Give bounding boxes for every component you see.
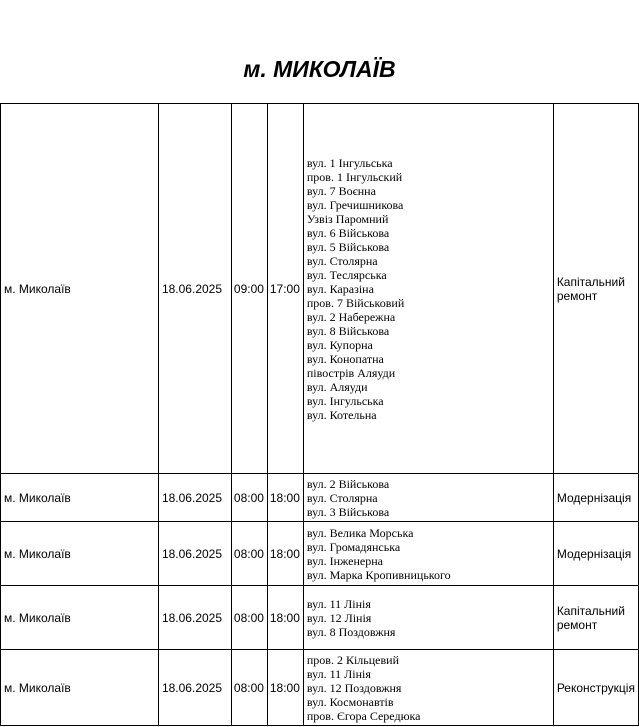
street-item: вул. Столярна	[306, 490, 378, 505]
table-row	[1, 104, 639, 474]
street-item: вул. Котельна	[306, 407, 377, 422]
start-time-cell: 08:00	[231, 586, 267, 650]
work-type-text: Реконструкція	[556, 680, 635, 695]
street-item: вул. 11 Лінія	[306, 596, 371, 611]
city-cell: м. Миколаїв	[1, 474, 159, 522]
date-cell: 18.06.2025	[158, 650, 231, 726]
work-type-text: ремонт	[556, 617, 598, 632]
city-cell: м. Миколаїв	[1, 586, 159, 650]
work-type-text: Капітальний	[556, 274, 625, 289]
street-item: вул. 6 Військова	[306, 225, 390, 240]
end-time-cell: 18:00	[267, 522, 303, 586]
city-cell: м. Миколаїв	[1, 522, 159, 586]
street-item: вул. Інгульська	[306, 393, 384, 408]
street-item: вул. Конопатна	[306, 351, 384, 366]
street-item: вул. Інженерна	[306, 553, 383, 568]
outage-schedule-table	[0, 103, 639, 726]
work-type-cell	[553, 650, 638, 726]
city-cell: м. Миколаїв	[1, 104, 159, 474]
street-item: вул. 5 Військова	[306, 239, 390, 254]
start-time-cell: 08:00	[231, 522, 267, 586]
start-time-cell: 08:00	[231, 650, 267, 726]
start-time-cell: 09:00	[231, 104, 267, 474]
street-item: вул. 3 Військова	[306, 504, 390, 519]
street-item: вул. Теслярська	[306, 267, 387, 282]
work-type-cell	[553, 586, 638, 650]
street-item: вул. 12 Лінія	[306, 610, 372, 625]
street-item: пров. 7 Військовий	[306, 295, 405, 310]
street-item: півострів Аляуди	[306, 365, 396, 380]
streets-cell	[303, 104, 553, 474]
street-item: вул. 1 Інгульська	[306, 155, 393, 170]
table-row	[1, 586, 639, 650]
street-item: вул. 11 Лінія	[306, 666, 371, 681]
street-item: вул. Купорна	[306, 337, 373, 352]
end-time-cell: 18:00	[267, 650, 303, 726]
end-time-cell: 18:00	[267, 474, 303, 522]
street-item: Узвіз Паромний	[306, 211, 389, 226]
street-item: вул. 12 Поздовжня	[306, 680, 402, 695]
streets-cell	[303, 522, 553, 586]
street-item: вул. Велика Морська	[306, 525, 414, 540]
table-row	[1, 650, 639, 726]
work-type-text: Модернізація	[556, 546, 632, 561]
street-item: вул. Аляуди	[306, 379, 368, 394]
table-row	[1, 522, 639, 586]
street-item: вул. 8 Військова	[306, 323, 390, 338]
streets-cell	[303, 650, 553, 726]
street-item: вул. Столярна	[306, 253, 378, 268]
street-item: вул. 2 Набережна	[306, 309, 396, 324]
street-item: вул. Гречишникова	[306, 197, 404, 212]
table-row	[1, 474, 639, 522]
city-cell: м. Миколаїв	[1, 650, 159, 726]
street-item: вул. Космонавтів	[306, 694, 394, 709]
work-type-text: Модернізація	[556, 490, 632, 505]
street-item: вул. 2 Військова	[306, 476, 390, 491]
streets-cell	[303, 474, 553, 522]
work-type-cell	[553, 104, 638, 474]
date-cell: 18.06.2025	[158, 586, 231, 650]
street-item: вул. Громадянська	[306, 539, 401, 554]
work-type-text: ремонт	[556, 288, 598, 303]
street-item: пров. Єгора Середюка	[306, 708, 421, 723]
street-item: пров. 2 Кільцевий	[306, 652, 400, 667]
end-time-cell: 18:00	[267, 586, 303, 650]
street-item: вул. Каразіна	[306, 281, 374, 296]
street-item: вул. 7 Воєнна	[306, 183, 376, 198]
date-cell: 18.06.2025	[158, 474, 231, 522]
street-item: пров. 1 Інгульский	[306, 169, 403, 184]
date-cell: 18.06.2025	[158, 104, 231, 474]
date-cell: 18.06.2025	[158, 522, 231, 586]
work-type-cell	[553, 522, 638, 586]
page-title: м. МИКОЛАЇВ	[243, 56, 396, 82]
end-time-cell: 17:00	[267, 104, 303, 474]
start-time-cell: 08:00	[231, 474, 267, 522]
work-type-text: Капітальний	[556, 603, 625, 618]
work-type-cell	[553, 474, 638, 522]
streets-cell	[303, 586, 553, 650]
street-item: вул. 8 Поздовжня	[306, 624, 396, 639]
street-item: вул. Марка Кропивницького	[306, 567, 451, 582]
